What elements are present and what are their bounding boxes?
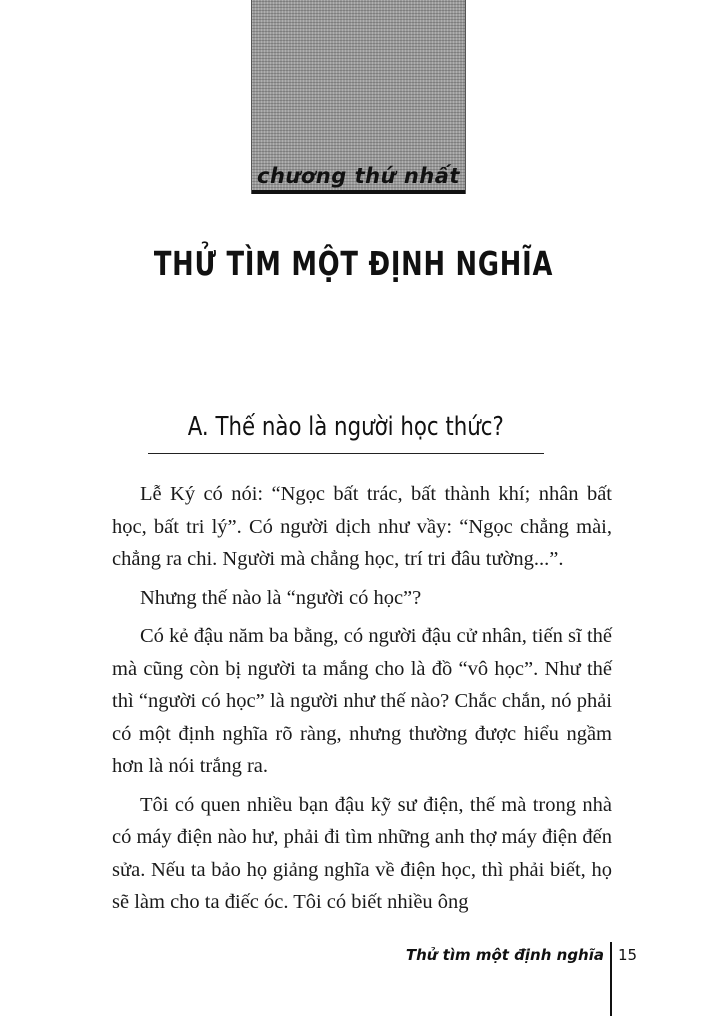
paragraph-2: Nhưng thế nào là “người có học”? (140, 586, 422, 609)
section-heading-rule (148, 453, 544, 454)
paragraph-4: Tôi có quen nhiều bạn đậu kỹ sư điện, thế mà trong nhà có máy điện nào hư, phải đi tìm những anh thợ máy điện đến sửa. Nếu ta bảo họ giảng nghĩa về điện học, thì phải biết, họ sẽ làm cho ta điếc óc. Tôi có biết nhiều ông (112, 793, 612, 913)
body-text (112, 478, 612, 925)
page-number: 15 (618, 946, 638, 964)
chapter-title: THỬ TÌM MỘT ĐỊNH NGHĨA (153, 244, 554, 283)
section-heading (148, 412, 544, 442)
footer-divider (610, 942, 612, 1016)
chapter-banner-rule (252, 190, 465, 194)
running-footer-title: Thử tìm một định nghĩa (405, 946, 604, 964)
paragraph-3: Có kẻ đậu năm ba bằng, có người đậu cử nhân, tiến sĩ thế mà cũng còn bị người ta mắng cho là đồ “vô học”. Như thế thì “người có học” là người như thế nào? Chắc chắn, nó phải có một định nghĩa rõ ràng, nhưng thường được hiểu ngầm hơn là nói trắng ra. (112, 625, 612, 777)
section-heading-text: A. Thế nào là người học thức? (185, 412, 508, 442)
paragraph-1: Lễ Ký có nói: “Ngọc bất trác, bất thành khí; nhân bất học, bất tri lý”. Có người dịch như vầy: “Ngọc chẳng mài, chẳng ra chi. Người mà chẳng học, trí tri đâu tường...”. (112, 483, 612, 570)
section-heading-block (148, 412, 544, 456)
chapter-banner (251, 0, 466, 194)
chapter-label: chương thứ nhất (257, 164, 460, 188)
